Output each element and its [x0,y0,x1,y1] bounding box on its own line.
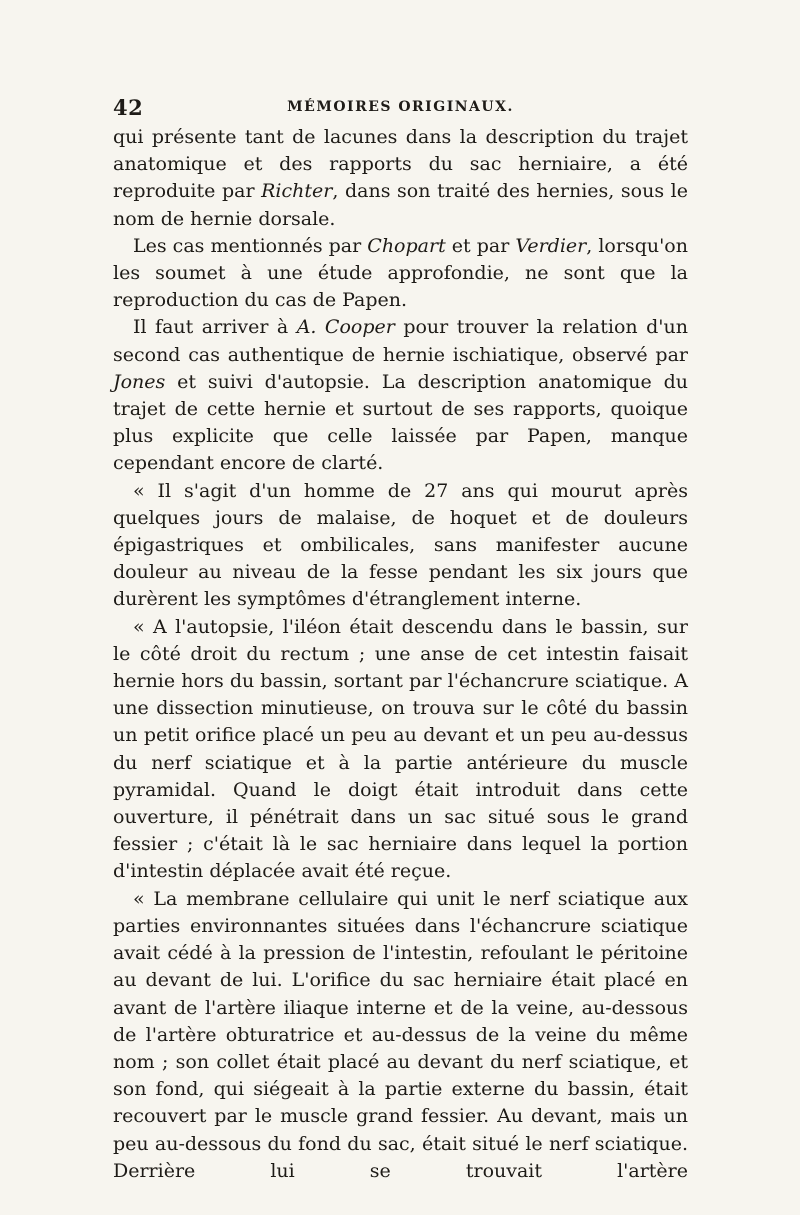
paragraph [113,233,688,315]
page-header [113,95,688,125]
text-run: qui présente tant de lacunes dans la description du trajet anatomique et des rapports du sac herniaire, a été reproduite par [113,126,688,203]
text-run: Les cas mentionnés par [133,234,368,257]
italic-name: A. Cooper [296,316,395,339]
body-text [113,124,688,1185]
italic-name: Richter [261,180,333,203]
italic-name: Chopart [367,234,446,257]
text-run: « A l'autopsie, l'iléon était descendu dans le bassin, sur le côté droit du rectum ; une anse de cet intestin faisait hernie hors du bassin, sortant par l'échancrure sciatique. A une dissection minutieuse, on trouva sur le côté du bassin un petit orifice placé un peu au devant et un peu au-dessus du nerf sciatique et à la partie antérieure du muscle pyramidal. Quand le doigt était introduit dans cette ouverture, il pénétrait dans un sac situé sous le grand fessier ; c'était là le sac herniaire dans lequel la portion d'intestin déplacée avait été reçue. [113,615,688,883]
running-title: MÉMOIRES ORIGINAUX. [287,99,514,115]
italic-name: Verdier [515,234,587,257]
text-run: Il faut arriver à [133,316,297,339]
italic-name: Jones [113,370,166,393]
text-run: et suivi d'autopsie. La description anatomique du trajet de cette hernie et surtout de ses rapports, quoique plus explicite que celle laissée par Papen, manque cependant encore de clarté. [113,370,688,475]
text-run: , lorsqu'on les soumet à une étude approfondie, ne sont que la reproduction du cas de Papen. [113,234,688,312]
text-run: « La membrane cellulaire qui unit le nerf sciatique aux parties environnantes situées dans l'échancrure sciatique avait cédé à la pression de l'intestin, refoulant le péritoine au devant de lui. L'orifice du sac herniaire était placé en avant de l'artère iliaque interne et de la veine, au-dessous de l'artère obturatrice et au-dessus de la veine du même nom ; son collet était placé au devant du nerf sciatique, et son fond, qui siégeait à la partie externe du bassin, était recouvert par le muscle grand fessier. Au devant, mais un peu au-dessous du fond du sac, était situé le nerf sciatique. Derrière lui se trouvait l'artère [113,887,688,1182]
text-run: pour trouver la relation d'un second cas authentique de hernie ischiatique, observé par [113,316,688,366]
page-number: 42 [113,95,144,120]
paragraph [113,614,688,886]
paragraph [113,124,688,233]
paragraph [113,314,688,477]
text-run: , dans son traité des hernies, sous le nom de hernie dorsale. [113,180,688,230]
text-run: et par [445,234,516,257]
paragraph [113,886,688,1185]
paragraph [113,478,688,614]
text-run: « Il s'agit d'un homme de 27 ans qui mourut après quelques jours de malaise, de hoquet et de douleurs épigastriques et ombilicales, sans manifester aucune douleur au niveau de la fesse pendant les six jours que durèrent les symptômes d'étranglement interne. [113,479,688,611]
